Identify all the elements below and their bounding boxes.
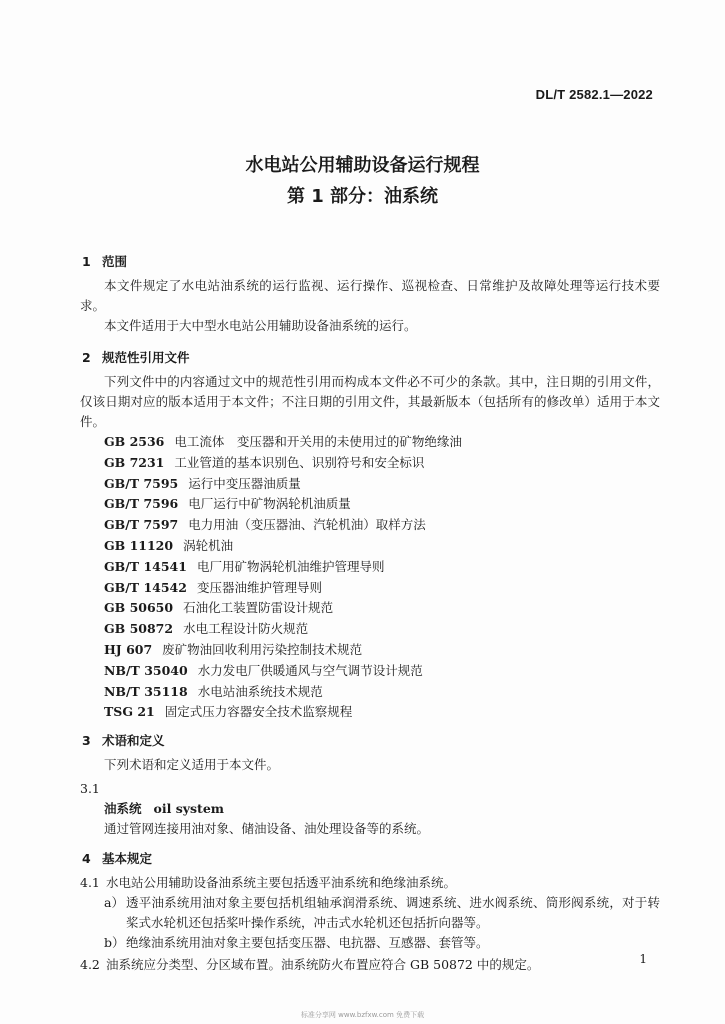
clause-4-2 (80, 955, 660, 975)
reference-title: 电厂用矿物涡轮机油维护管理导则 (196, 558, 385, 574)
clause-number: 4.1 (80, 875, 100, 891)
section-title: 基本规定 (102, 851, 153, 867)
reference-title: 运行中变压器油质量 (188, 475, 301, 491)
section-title: 术语和定义 (102, 733, 165, 749)
document-body (80, 244, 660, 975)
item-text: 绝缘油系统用油对象主要包括变压器、电抗器、互感器、套管等。 (126, 935, 489, 951)
reference-item (104, 536, 660, 557)
section-2-heading (80, 348, 660, 368)
section-number: 3 (82, 733, 91, 749)
reference-title: 涡轮机油 (183, 537, 234, 553)
reference-code: GB/T 7595 (104, 475, 179, 491)
reference-item (104, 578, 660, 599)
paragraph: 下列文件中的内容通过文中的规范性引用而构成本文件必不可少的条款。其中，注日期的引用文件，仅该日期对应的版本适用于本文件；不注日期的引用文件，其最新版本（包括所有的修改单）适用于本文件。 (80, 374, 660, 429)
reference-title: 水电工程设计防火规范 (183, 621, 309, 637)
reference-item (104, 453, 660, 474)
reference-title: 电力用油（变压器油、汽轮机油）取样方法 (188, 517, 426, 533)
reference-item (104, 661, 660, 682)
watermark-text: 标准分享网 www.bzfxw.com 免费下载 (300, 1011, 425, 1019)
reference-code: NB/T 35118 (104, 683, 188, 699)
reference-title: 电厂运行中矿物涡轮机油质量 (188, 496, 351, 512)
item-label: b） (104, 935, 125, 951)
term-definition: 通过管网连接用油对象、储油设备、油处理设备等的系统。 (104, 821, 430, 837)
reference-item (104, 598, 660, 619)
reference-code: GB/T 7596 (104, 496, 179, 512)
section-title: 范围 (102, 254, 128, 269)
reference-title: 水力发电厂供暖通风与空气调节设计规范 (197, 662, 423, 678)
reference-item (104, 515, 660, 536)
section-title: 规范性引用文件 (102, 350, 190, 365)
reference-code: GB 50650 (104, 600, 174, 616)
reference-code: GB/T 7597 (104, 517, 179, 533)
document-code: DL/T 2582.1—2022 (535, 87, 653, 102)
reference-code: NB/T 35040 (104, 662, 188, 678)
reference-item (104, 640, 660, 661)
reference-code: TSG 21 (104, 704, 155, 720)
reference-item (104, 432, 660, 453)
section-number: 1 (82, 254, 91, 269)
reference-code: GB/T 14542 (104, 579, 187, 595)
document-subtitle: 第 1 部分：油系统 (286, 186, 439, 207)
clause-text: 油系统应分类型、分区域布置。油系统防火布置应符合 GB 50872 中的规定。 (106, 957, 540, 973)
page-number: 1 (639, 952, 647, 966)
list-item (80, 893, 660, 933)
term-chinese: 油系统 (104, 801, 142, 817)
section-4-heading (80, 849, 660, 869)
reference-code: GB/T 14541 (104, 558, 187, 574)
reference-code: GB 2536 (104, 434, 165, 449)
section-number: 2 (82, 350, 91, 365)
reference-list (80, 432, 660, 723)
list-item (80, 933, 660, 953)
reference-title: 水电站油系统技术规范 (197, 683, 323, 699)
reference-title: 工业管道的基本识别色、识别符号和安全标识 (174, 454, 425, 470)
reference-item (104, 494, 660, 515)
reference-item (104, 474, 660, 495)
paragraph: 本文件规定了水电站油系统的运行监视、运行操作、巡视检查、日常维护及故障处理等运行技术要求。 (80, 278, 660, 313)
reference-item (104, 702, 660, 723)
reference-item (104, 682, 660, 703)
reference-title: 石油化工装置防雷设计规范 (183, 600, 334, 616)
term-entry (80, 799, 660, 819)
section-3-heading (80, 731, 660, 751)
reference-title: 电工流体 变压器和开关用的未使用过的矿物绝缘油 (174, 434, 462, 449)
reference-title: 固定式压力容器安全技术监察规程 (164, 704, 353, 720)
reference-title: 变压器油维护管理导则 (196, 579, 322, 595)
clause-text: 水电站公用辅助设备油系统主要包括透平油系统和绝缘油系统。 (106, 875, 457, 891)
reference-code: HJ 607 (104, 641, 153, 657)
section-number: 4 (82, 851, 91, 867)
clause-number: 3.1 (80, 781, 100, 797)
item-text: 透平油系统用油对象主要包括机组轴承润滑系统、调速系统、进水阀系统、筒形阀系统，对于转桨式水轮机还包括桨叶操作系统，冲击式水轮机还包括折向器等。 (126, 895, 660, 931)
item-label: a） (104, 895, 124, 911)
paragraph: 本文件适用于大中型水电站公用辅助设备油系统的运行。 (104, 318, 417, 333)
reference-title: 废矿物油回收利用污染控制技术规范 (162, 641, 363, 657)
paragraph: 下列术语和定义适用于本文件。 (104, 757, 280, 773)
clause-4-1 (80, 873, 660, 893)
reference-code: GB 50872 (104, 621, 174, 637)
document-title: 水电站公用辅助设备运行规程 (245, 155, 480, 176)
reference-item (104, 557, 660, 578)
reference-item (104, 619, 660, 640)
reference-code: GB 11120 (104, 537, 174, 553)
term-english: oil system (153, 801, 224, 817)
reference-code: GB 7231 (104, 454, 165, 470)
clause-number: 4.2 (80, 957, 100, 973)
section-1-heading (80, 252, 660, 272)
